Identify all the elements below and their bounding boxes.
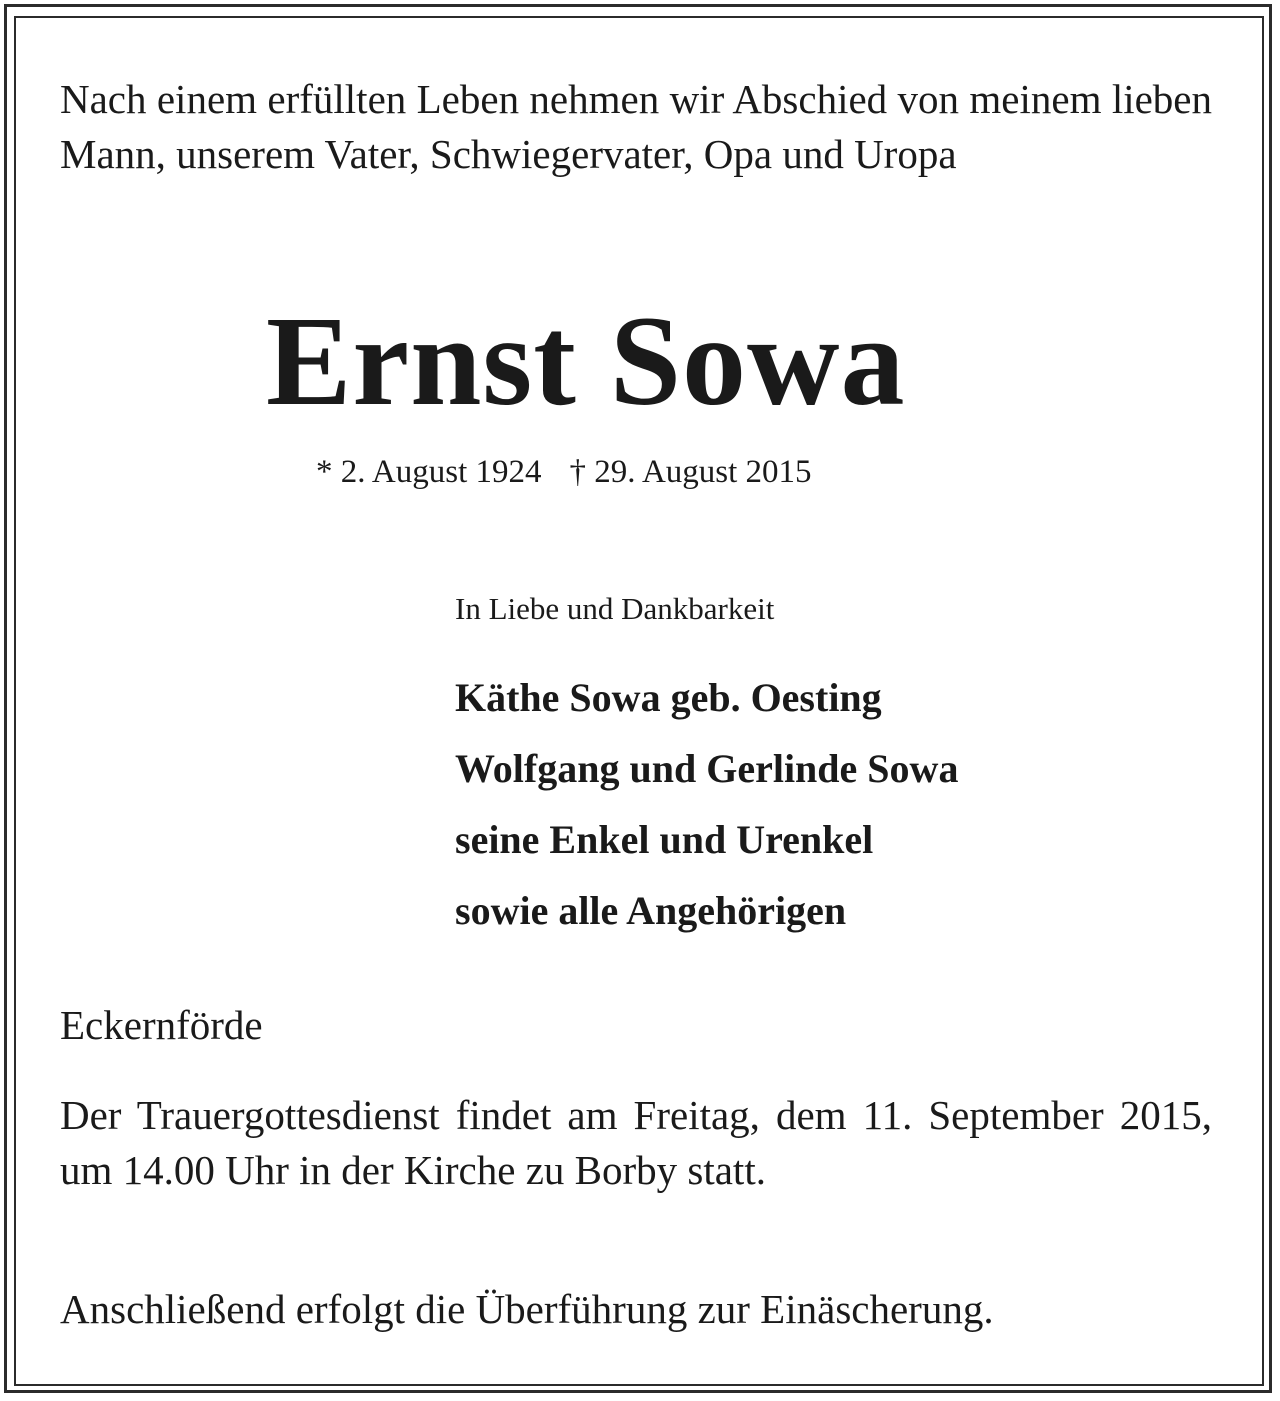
mourner-name: sowie alle Angehörigen xyxy=(455,888,847,933)
deceased-name: Ernst Sowa xyxy=(266,290,906,432)
service-info: Der Trauergottesdienst findet am Freitag, dem 11. September 2015, um 14.00 Uhr in der Kirche zu Borby statt. xyxy=(60,1092,1212,1193)
intro-text: Nach einem erfüllten Leben nehmen wir Abschied von meinem lieben Mann, unserem Vater, Schwiegervater, Opa und Uropa xyxy=(60,76,1212,177)
mourners-list xyxy=(455,662,958,946)
closing-note: Anschließend erfolgt die Überführung zur Einäscherung. xyxy=(60,1286,994,1332)
mourner-name: Wolfgang und Gerlinde Sowa xyxy=(455,746,959,791)
death-date: † 29. August 2015 xyxy=(569,454,812,490)
thanks-line: In Liebe und Dankbarkeit xyxy=(455,591,775,626)
life-dates xyxy=(316,450,812,494)
mourner-name: seine Enkel und Urenkel xyxy=(455,817,874,862)
place-name: Eckernförde xyxy=(60,1002,263,1048)
mourner-name: Käthe Sowa geb. Oesting xyxy=(455,675,882,720)
birth-date: * 2. August 1924 xyxy=(316,454,542,490)
